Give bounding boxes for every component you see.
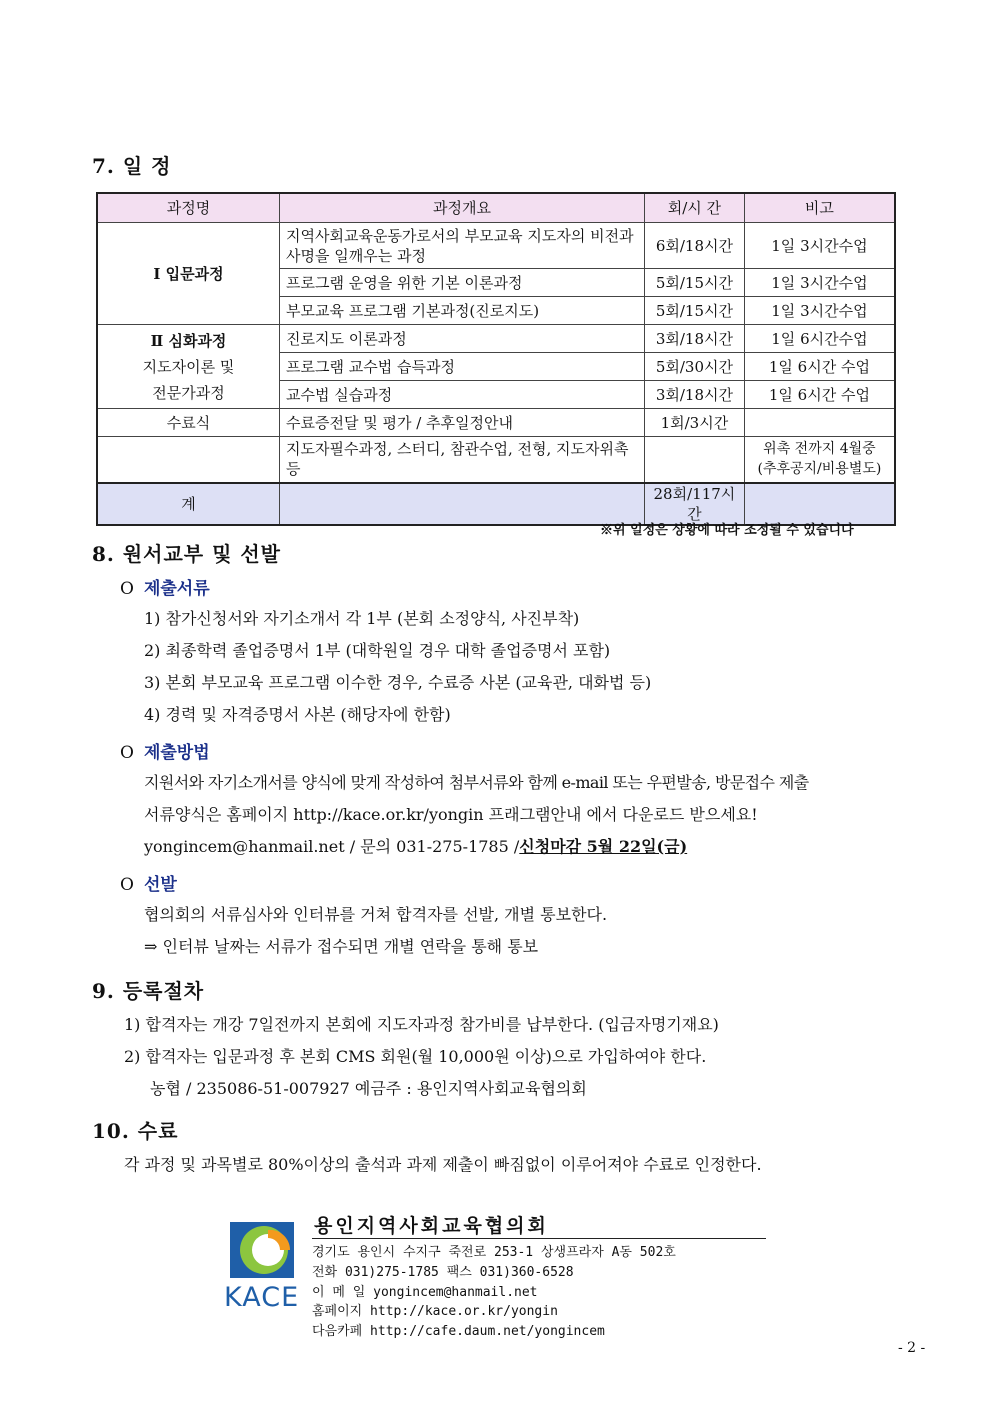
extra-note xyxy=(744,437,895,483)
group-advanced-name xyxy=(97,325,280,409)
row-note: 1일 6시간 수업 xyxy=(744,381,895,409)
table-row xyxy=(97,409,895,437)
method-contact-line xyxy=(144,834,687,857)
section-8-title: 8. 원서교부 및 선발 xyxy=(92,542,282,566)
doc-item: 3) 본회 부모교육 프로그램 이수한 경우, 수료증 사본 (교육관, 대화법 등) xyxy=(144,673,652,692)
ceremony-hours: 1회/3시간 xyxy=(644,409,744,437)
group-intro-name: Ⅰ 입문과정 xyxy=(97,223,280,325)
method-line: 서류양식은 홈페이지 http://kace.or.kr/yongin 프래그램안내 에서 다운로드 받으세요! xyxy=(144,805,758,824)
extra-overview: 지도자필수과정, 스터디, 참관수업, 전형, 지도자위촉 등 xyxy=(280,437,645,483)
ceremony-note xyxy=(744,409,895,437)
row-overview: 지역사회교육운동가로서의 부모교육 지도자의 비전과 사명을 일깨우는 과정 xyxy=(280,223,645,269)
register-line: 2) 합격자는 입문과정 후 본회 CMS 회원(월 10,000원 이상)으로 가입하여야 한다. xyxy=(124,1047,707,1066)
page-number: - 2 - xyxy=(898,1340,926,1356)
extra-note-line2: (추후공지/비용별도) xyxy=(757,461,882,478)
group-advanced-sub1: 지도자이론 및 xyxy=(142,357,235,376)
select-title: 선발 xyxy=(143,875,177,895)
header-hours: 회/시 간 xyxy=(644,193,744,223)
doc-item: 4) 경력 및 자격증명서 사본 (해당자에 한함) xyxy=(144,705,451,724)
extra-name xyxy=(97,437,280,483)
extra-note-line1: 위촉 전까지 4월중 xyxy=(763,441,876,458)
method-line: 지원서와 자기소개서를 양식에 맞게 작성하여 첨부서류와 함께 e-mail 또는 우편발송, 방문접수 제출 xyxy=(144,773,809,792)
bank-account-line: 농협 / 235086-51-007927 예금주 : 용인지역사회교육협의회 xyxy=(150,1079,587,1098)
total-hours: 28회/117시간 xyxy=(644,483,744,525)
total-name: 계 xyxy=(97,483,280,525)
row-note: 1일 6시간수업 xyxy=(744,325,895,353)
row-note: 1일 6시간 수업 xyxy=(744,353,895,381)
schedule-note: ※위 일정은 상황에 따라 조정될 수 있습니다 xyxy=(600,523,854,538)
org-name: 용인지역사회교육협의회 xyxy=(314,1215,549,1237)
row-overview: 교수법 실습과정 xyxy=(280,381,645,409)
row-hours: 5회/15시간 xyxy=(644,297,744,325)
total-overview xyxy=(280,483,645,525)
kace-logo-mark-icon xyxy=(224,1216,300,1286)
header-course-name: 과정명 xyxy=(97,193,280,223)
org-divider xyxy=(312,1238,766,1239)
row-hours: 6회/18시간 xyxy=(644,223,744,269)
kace-logo-text: KACE xyxy=(224,1282,300,1313)
register-line: 1) 합격자는 개강 7일전까지 본회에 지도자과정 참가비를 납부한다. (입금자명기재요) xyxy=(124,1015,719,1034)
row-overview: 진로지도 이론과정 xyxy=(280,325,645,353)
ceremony-overview: 수료증전달 및 평가 / 추후일정안내 xyxy=(280,409,645,437)
table-row xyxy=(97,325,895,353)
row-hours: 3회/18시간 xyxy=(644,325,744,353)
row-note: 1일 3시간수업 xyxy=(744,297,895,325)
method-heading xyxy=(120,738,210,763)
select-heading xyxy=(120,870,177,895)
docs-heading xyxy=(120,574,210,599)
table-header-row xyxy=(97,193,895,223)
row-hours: 5회/15시간 xyxy=(644,269,744,297)
doc-item: 2) 최종학력 졸업증명서 1부 (대학원일 경우 대학 졸업증명서 포함) xyxy=(144,641,611,660)
header-overview: 과정개요 xyxy=(280,193,645,223)
org-cafe: 다음카페 http://cafe.daum.net/yongincem xyxy=(312,1324,605,1339)
group-advanced-title: Ⅱ 심화과정 xyxy=(150,331,227,350)
bullet-icon: O xyxy=(120,579,134,599)
ceremony-name: 수료식 xyxy=(97,409,280,437)
org-homepage: 홈페이지 http://kace.or.kr/yongin xyxy=(312,1304,558,1319)
row-note: 1일 3시간수업 xyxy=(744,269,895,297)
deadline-text: 신청마감 5월 22일(금) xyxy=(519,837,688,856)
row-overview: 프로그램 운영을 위한 기본 이론과정 xyxy=(280,269,645,297)
extra-hours xyxy=(644,437,744,483)
org-email: 이 메 일 yongincem@hanmail.net xyxy=(312,1285,538,1300)
org-address: 경기도 용인시 수지구 죽전로 253-1 상생프라자 A동 502호 xyxy=(312,1245,676,1260)
row-hours: 3회/18시간 xyxy=(644,381,744,409)
bullet-icon: O xyxy=(120,875,134,895)
doc-item: 1) 참가신청서와 자기소개서 각 1부 (본회 소정양식, 사진부착) xyxy=(144,609,580,628)
section-7-title: 7. 일 정 xyxy=(92,154,172,178)
row-hours: 5회/30시간 xyxy=(644,353,744,381)
docs-title: 제출서류 xyxy=(143,579,210,599)
kace-logo xyxy=(224,1216,300,1286)
completion-line: 각 과정 및 과목별로 80%이상의 출석과 과제 제출이 빠짐없이 이루어져야 수료로 인정한다. xyxy=(124,1155,762,1174)
org-phone: 전화 031)275-1785 팩스 031)360-6528 xyxy=(312,1265,574,1280)
select-line: ⇒ 인터뷰 날짜는 서류가 접수되면 개별 연락을 통해 통보 xyxy=(144,937,539,956)
method-contact: yongincem@hanmail.net / 문의 031-275-1785 / xyxy=(144,837,520,856)
table-row xyxy=(97,437,895,483)
header-note: 비고 xyxy=(744,193,895,223)
select-line: 협의회의 서류심사와 인터뷰를 거쳐 합격자를 선발, 개별 통보한다. xyxy=(144,905,608,924)
bullet-icon: O xyxy=(120,743,134,763)
section-9-title: 9. 등록절차 xyxy=(92,979,205,1003)
table-row xyxy=(97,223,895,269)
row-overview: 프로그램 교수법 습득과정 xyxy=(280,353,645,381)
section-10-title: 10. 수료 xyxy=(92,1119,179,1143)
group-advanced-sub2: 전문가과정 xyxy=(152,383,225,402)
row-overview: 부모교육 프로그램 기본과정(진로지도) xyxy=(280,297,645,325)
schedule-table xyxy=(96,192,896,526)
method-title: 제출방법 xyxy=(143,743,210,763)
row-note: 1일 3시간수업 xyxy=(744,223,895,269)
